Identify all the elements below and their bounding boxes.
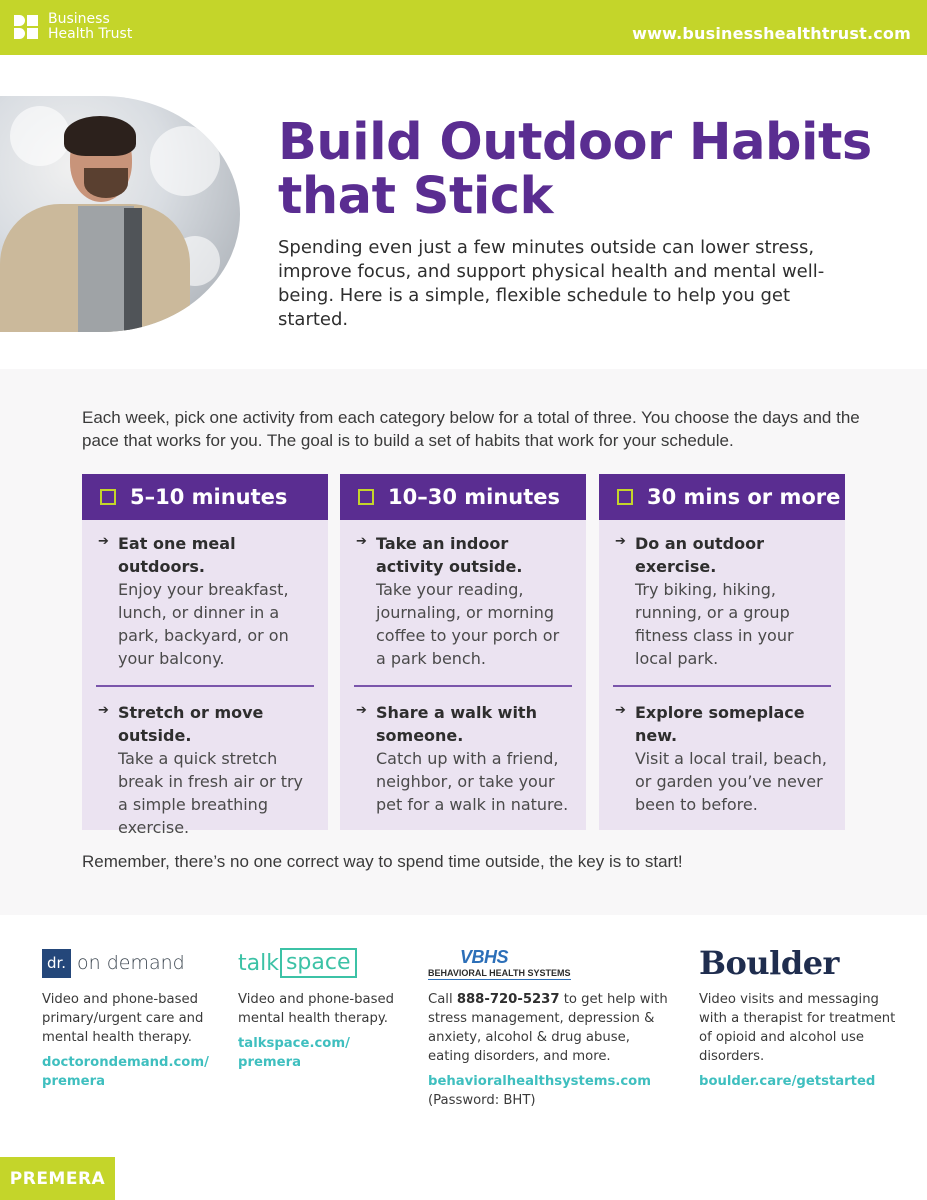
checkbox-icon[interactable]	[617, 489, 633, 505]
arrow-right-icon: ➔	[356, 533, 367, 548]
activity-description: Enjoy your breakfast, lunch, or dinner in a park, backyard, or on your balcony.	[118, 580, 289, 668]
doctor-on-demand-link[interactable]: doctorondemand.com/ premera	[42, 1055, 209, 1089]
page-title: Build Outdoor Habits that Stick	[278, 113, 872, 226]
category-header	[340, 474, 586, 520]
partner-description: Video and phone-based primary/urgent care and mental health therapy.	[42, 992, 204, 1045]
activity-title: Do an outdoor exercise.	[635, 534, 764, 576]
activity-item	[82, 532, 328, 670]
category-title: 5–10 minutes	[130, 485, 288, 509]
activity-description: Catch up with a friend, neighbor, or take your pet for a walk in nature.	[376, 748, 569, 814]
checkbox-icon[interactable]	[358, 489, 374, 505]
activity-title: Stretch or move outside.	[118, 702, 264, 745]
divider	[613, 685, 831, 687]
category-header	[599, 474, 845, 520]
boulder-logo: Boulder	[699, 944, 839, 982]
category-5-10-minutes	[82, 474, 328, 837]
partner-doctor-on-demand	[42, 940, 212, 1091]
arrow-right-icon: ➔	[356, 701, 367, 717]
activity-description: Take your reading, journaling, or morning coffee to your porch or a park bench.	[376, 580, 560, 668]
site-url-link[interactable]: www.businesshealthtrust.com	[632, 24, 911, 43]
bhs-logo-icon: VBHS	[460, 946, 509, 967]
doctor-on-demand-logo: dr. on demand	[42, 940, 212, 986]
partner-behavioral-health-systems	[428, 940, 668, 1110]
intro-paragraph: Spending even just a few minutes outside can lower stress, improve focus, and support physical health and mental well-being. Here is a simple, flexible schedule to help you get started.	[278, 237, 825, 330]
activity-description: Try biking, hiking, running, or a group fitness class in your local park.	[635, 580, 794, 668]
activity-item	[82, 701, 328, 839]
boulder-link[interactable]: boulder.care/getstarted	[699, 1074, 876, 1089]
category-30-mins-or-more	[599, 474, 845, 830]
business-health-trust-logo[interactable]	[14, 12, 132, 42]
arrow-right-icon: ➔	[615, 701, 626, 717]
divider	[96, 685, 314, 687]
partner-boulder	[699, 940, 899, 1091]
bhs-link[interactable]: behavioralhealthsystems.com	[428, 1074, 651, 1089]
activity-title: Share a walk with someone.	[376, 702, 537, 745]
partner-description: Video and phone-based mental health therapy.	[238, 992, 394, 1026]
activity-title: Eat one meal outdoors.	[118, 534, 236, 576]
bhs-phone-number[interactable]: 888-720-5237	[456, 992, 560, 1007]
category-title: 10–30 minutes	[388, 485, 561, 509]
talkspace-link[interactable]: talkspace.com/ premera	[238, 1036, 350, 1070]
arrow-right-icon: ➔	[98, 701, 109, 717]
header-bar	[0, 0, 927, 55]
dr-logo-icon: dr.	[42, 949, 71, 978]
bht-logo-icon	[14, 13, 40, 41]
checkbox-icon[interactable]	[100, 489, 116, 505]
divider	[354, 685, 572, 687]
activity-description: Visit a local trail, beach, or garden you’ve never been to before.	[635, 748, 827, 814]
activity-title: Take an indoor activity outside.	[376, 534, 523, 576]
bhs-password-note: (Password: BHT)	[428, 1093, 536, 1108]
partner-talkspace	[238, 940, 408, 1072]
activity-item	[599, 701, 845, 816]
arrow-right-icon: ➔	[98, 533, 109, 548]
activity-item	[340, 532, 586, 670]
schedule-intro: Each week, pick one activity from each category below for a total of three. You choose the days and the pace that works for you. The goal is to build a set of habits that work for your schedule.	[82, 408, 860, 450]
activity-item	[340, 701, 586, 816]
category-header	[82, 474, 328, 520]
partner-description: Video visits and messaging with a therapist for treatment of opioid and alcohol use disorders.	[699, 992, 896, 1064]
bht-brand-name: Business Health Trust	[48, 11, 133, 42]
hero-photo	[0, 96, 240, 332]
partner-description: Call 888-720-5237 to get help with stress management, depression & anxiety, alcohol & drug abuse, eating disorders, and more.	[428, 992, 668, 1064]
category-10-30-minutes	[340, 474, 586, 830]
premera-logo: PREMERA	[0, 1157, 115, 1200]
activity-title: Explore someplace new.	[635, 702, 805, 745]
bhs-logo: VBHS BEHAVIORAL HEALTH SYSTEMS	[428, 946, 571, 978]
category-title: 30 mins or more	[647, 485, 841, 509]
speech-bubble-icon: space	[280, 948, 357, 978]
talkspace-logo: talk space	[238, 940, 408, 986]
activity-description: Take a quick stretch break in fresh air or try a simple breathing exercise.	[118, 748, 304, 837]
arrow-right-icon: ➔	[615, 533, 626, 548]
schedule-outro: Remember, there’s no one correct way to spend time outside, the key is to start!	[82, 852, 683, 871]
activity-item	[599, 532, 845, 670]
